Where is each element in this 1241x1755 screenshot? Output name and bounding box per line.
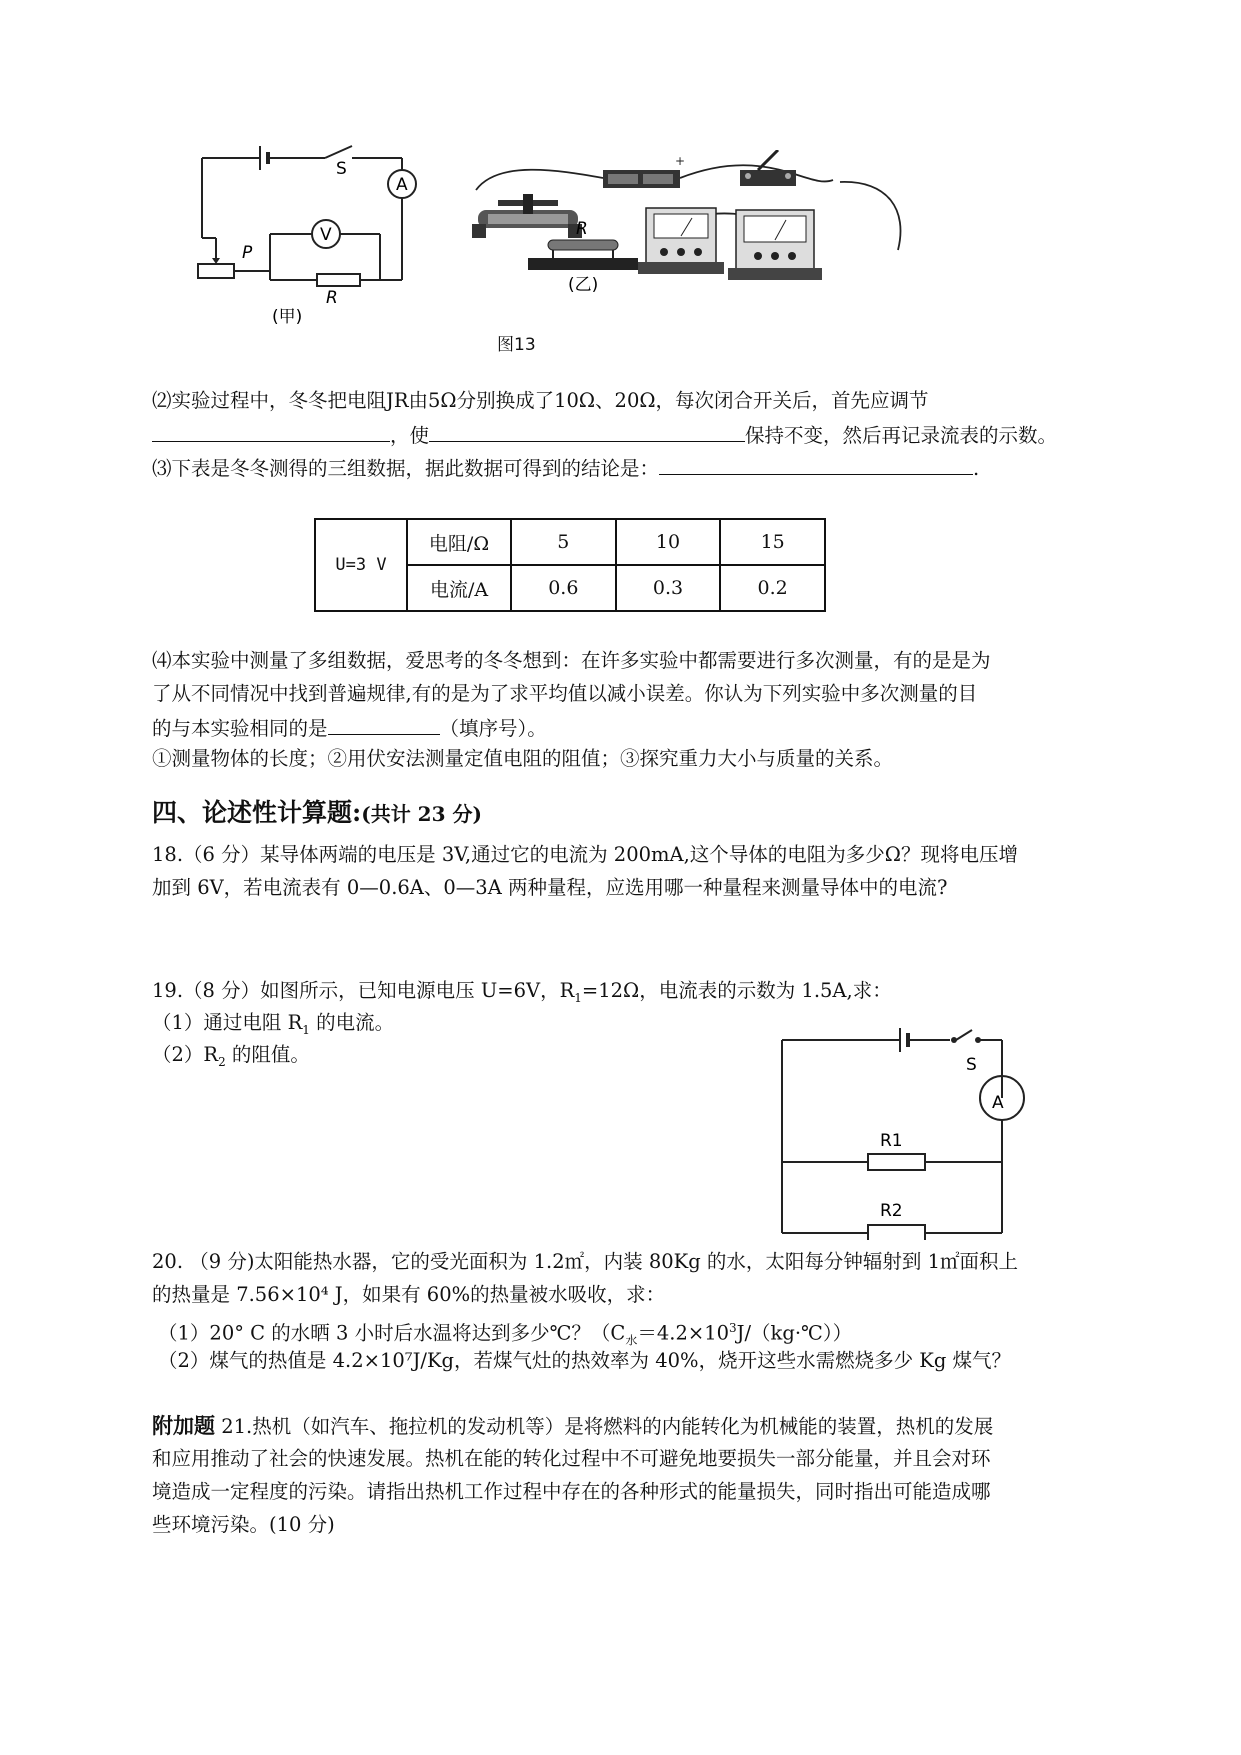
q19-sub1: （1）通过电阻 $R_1$ 的电流。 <box>152 1011 395 1037</box>
resistor-r2-symbol <box>868 1225 925 1240</box>
table-header-cell: 电流/A <box>407 565 511 611</box>
yi-label: (乙) <box>568 275 599 295</box>
meter-icon <box>638 208 724 274</box>
r2-label: R2 <box>880 1201 903 1221</box>
table-cell: 0.2 <box>720 565 825 611</box>
answer-blank[interactable] <box>429 421 745 442</box>
table-cell: 10 <box>616 519 721 565</box>
circuit-diagram-q19 <box>780 1020 1050 1240</box>
q18-line2: 加到 6V，若电流表有 0—0.6A、0—3A 两种量程，应选用哪一种量程来测量导体中的电流? <box>152 876 948 899</box>
meter-icon <box>728 210 822 280</box>
q21-line2: 和应用推动了社会的快速发展。热机在能的转化过程中不可避免地要损失一部分能量，并且会对环 <box>152 1447 991 1470</box>
r1-label: R1 <box>880 1131 903 1151</box>
q17-part4-line2: 了从不同情况中找到普遍规律,有的是为了求平均值以减小误差。你认为下列实验中多次测量的目 <box>152 682 978 705</box>
q17-part4-options: ①测量物体的长度；②用伏安法测量定值电阻的阻值；③探究重力大小与质量的关系。 <box>152 747 894 770</box>
table-cell: 15 <box>720 519 825 565</box>
q19-line1: 19.（8 分）如图所示，已知电源电压 U=6V，$R_1=12\Omega$，电流表的示数为 1.5A,求： <box>152 979 892 1005</box>
table-row <box>315 519 825 565</box>
battery-box-icon <box>603 154 685 188</box>
q20-sub2: （2）煤气的热值是 4.2×10⁷J/Kg，若煤气灶的热效率为 40%，烧开这些水需燃烧多少 Kg 煤气？ <box>158 1349 1012 1372</box>
q20-line1: 20. （9 分)太阳能热水器，它的受光面积为 1.2㎡，内装 80Kg 的水，太阳每分钟辐射到 1㎡面积上 <box>152 1250 1018 1273</box>
rheostat-icon <box>472 194 582 238</box>
table-cell: 0.6 <box>511 565 616 611</box>
table-cell: 5 <box>511 519 616 565</box>
q17-part2-line2: ，使 保持不变，然后再记录流表的示数。 <box>152 421 1057 449</box>
q18-line1: 18.（6 分）某导体两端的电压是 3V,通过它的电流为 200mA,这个导体的电阻为多少Ω？现将电压增 <box>152 843 1018 866</box>
circuit-diagram-jia <box>190 140 430 335</box>
table-condition-cell: U=3 V <box>315 519 407 611</box>
figure-caption: 图13 <box>497 335 536 355</box>
table-cell: 0.3 <box>616 565 721 611</box>
switch-label: S <box>966 1055 977 1075</box>
q21-line3: 境造成一定程度的污染。请指出热机工作过程中存在的各种形式的能量损失，同时指出可能造成哪 <box>152 1480 991 1503</box>
resistor-r-symbol <box>317 274 360 286</box>
rheostat-p-label: P <box>242 243 253 263</box>
q20-line2: 的热量是 7.56×10⁴ J，如果有 60%的热量被水吸收，求： <box>152 1283 666 1306</box>
section-heading: 四、论述性计算题:(共计 23 分) <box>152 798 482 827</box>
q21-line4: 些环境污染。(10 分) <box>152 1513 335 1536</box>
rheostat-symbol <box>198 264 234 278</box>
wire <box>476 170 603 190</box>
resistor-on-base-icon <box>528 240 638 270</box>
switch-label: S <box>336 159 347 179</box>
switch-lever <box>956 1030 972 1040</box>
jia-label: (甲) <box>272 307 303 327</box>
switch-contact <box>951 1037 957 1043</box>
q17-part4-line1: ⑷本实验中测量了多组数据，爱思考的冬冬想到：在许多实验中都需要进行多次测量，有的是是为 <box>152 649 991 672</box>
q17-part2-line1: ⑵实验过程中，冬冬把电阻JR由5Ω分别换成了10Ω、20Ω，每次闭合开关后，首先应调节 <box>152 389 929 412</box>
table-header-cell: 电阻/Ω <box>407 519 511 565</box>
answer-blank[interactable] <box>152 421 390 442</box>
data-table <box>314 518 826 612</box>
q17-part3-line: ⑶下表是冬冬测得的三组数据，据此数据可得到的结论是： . <box>152 454 979 482</box>
apparatus-illustration-yi <box>468 150 928 335</box>
ammeter-label: A <box>992 1093 1004 1113</box>
ammeter-label: A <box>396 175 408 195</box>
switch-lever <box>325 146 352 158</box>
q17-part4-line3: 的与本实验相同的是 （填序号）。 <box>152 714 547 742</box>
q19-sub2: $(2)R_2$ 的阻值。 <box>152 1043 310 1069</box>
answer-blank[interactable] <box>328 714 440 735</box>
voltmeter-label: V <box>320 225 332 245</box>
answer-blank[interactable] <box>659 454 973 475</box>
wire <box>840 182 901 250</box>
resistor-r-label: R <box>326 288 338 308</box>
resistor-r1-symbol <box>868 1154 925 1170</box>
svg-text:+: + <box>675 154 686 168</box>
resistor-r-label-yi: R <box>576 219 588 239</box>
q21-line1: 附加题 21.热机（如汽车、拖拉机的发动机等）是将燃料的内能转化为机械能的装置，热机的发展 <box>152 1413 994 1438</box>
switch-contact <box>975 1037 981 1043</box>
q20-sub1: （1）20° C 的水晒 3 小时后水温将达到多少℃？$(C_水=4.2\times 10^3J/(kg\cdot℃))$ <box>158 1321 853 1348</box>
